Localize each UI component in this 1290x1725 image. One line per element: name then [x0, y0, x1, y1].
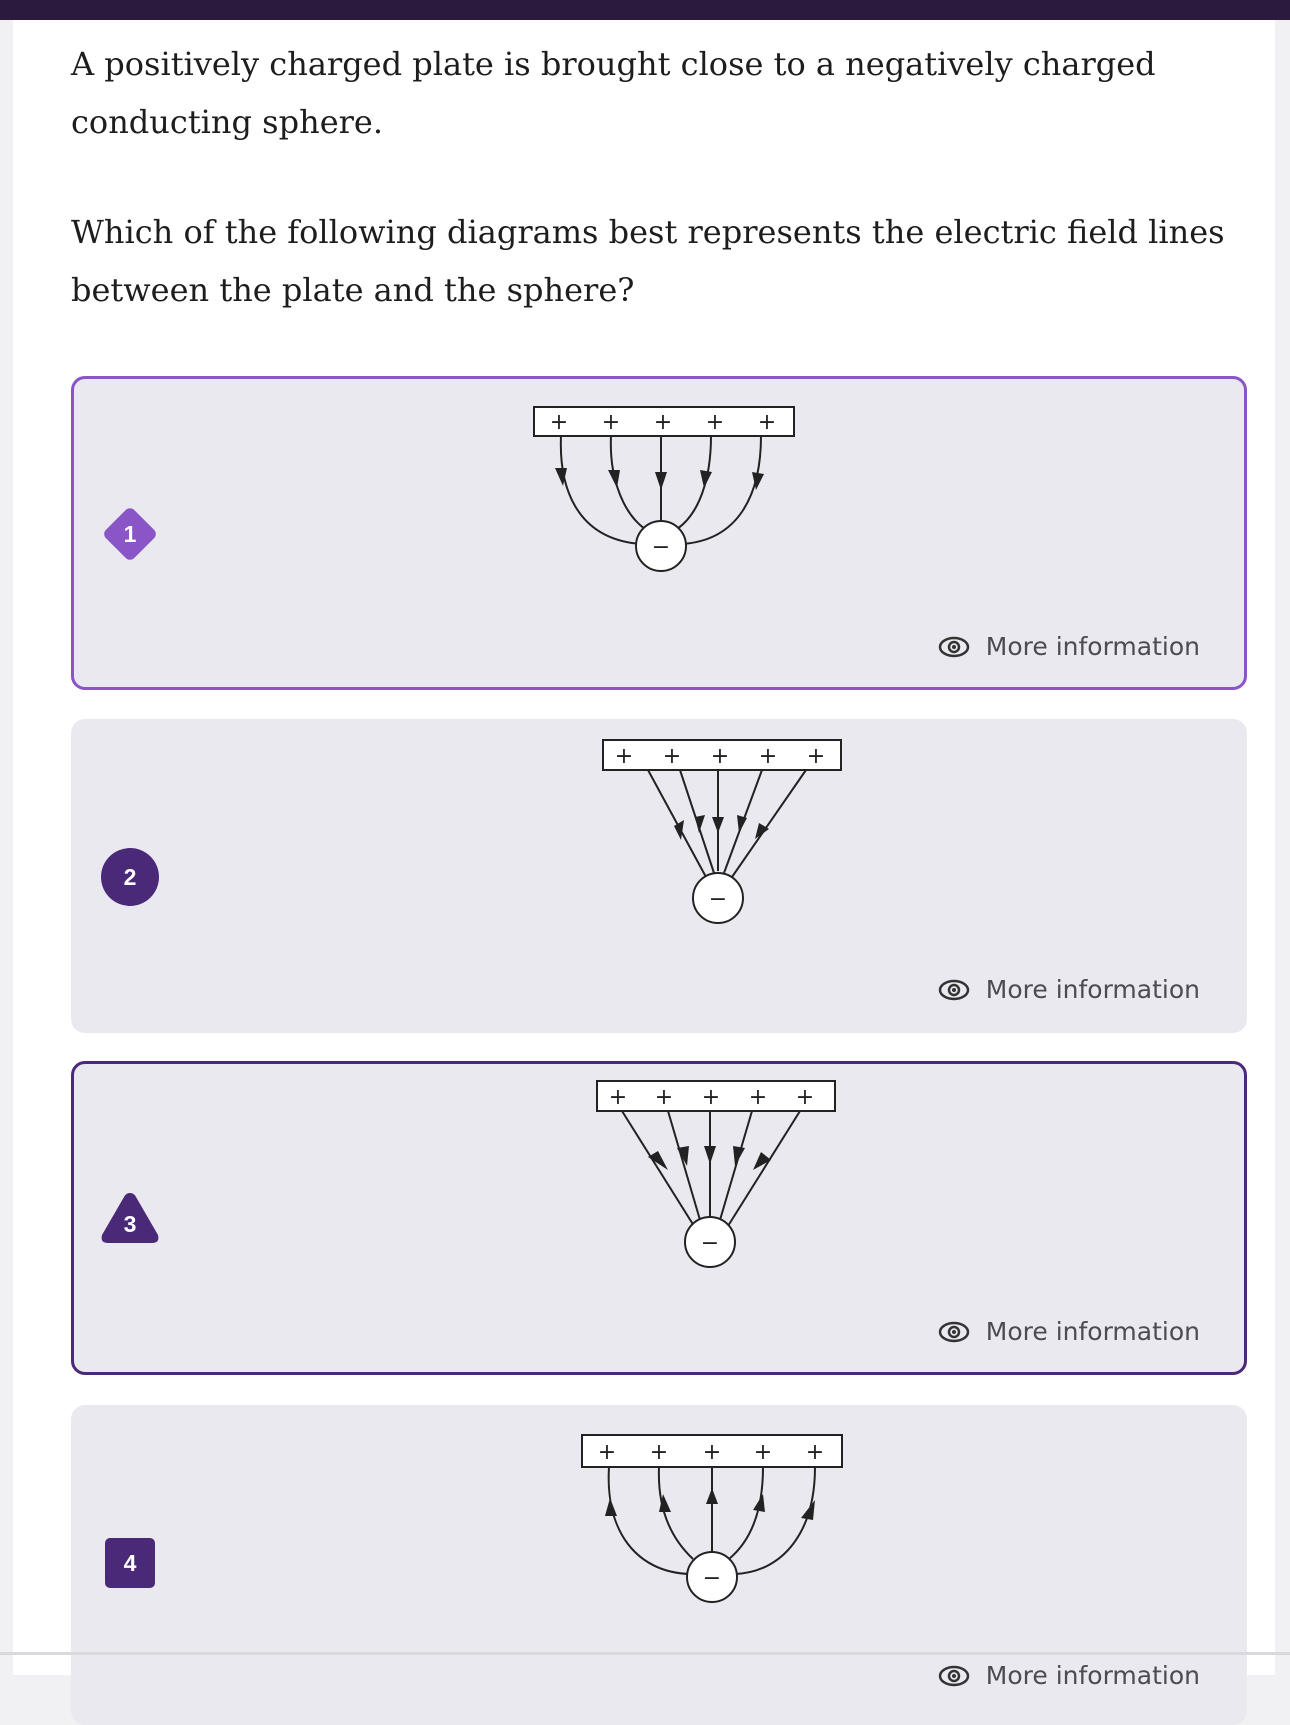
plus-sign: + — [653, 410, 673, 435]
diamond-icon — [96, 500, 164, 568]
eye-icon — [938, 1320, 970, 1344]
minus-sign: − — [651, 535, 671, 560]
plus-sign: + — [701, 1085, 721, 1110]
option-number: 1 — [123, 520, 137, 547]
more-information-label: More information — [985, 1317, 1200, 1346]
question-statement: A positively charged plate is brought close to a negatively charged conducting sphere. — [71, 45, 1156, 141]
field-diagram-2 — [598, 737, 848, 932]
plus-sign: + — [806, 744, 826, 769]
square-icon — [96, 1529, 164, 1597]
plus-sign: + — [649, 1440, 669, 1465]
plus-sign: + — [805, 1440, 825, 1465]
answer-option-4[interactable] — [71, 1405, 1247, 1725]
field-diagram-3 — [592, 1078, 842, 1273]
plus-sign: + — [758, 744, 778, 769]
plus-sign: + — [601, 410, 621, 435]
answer-option-2[interactable] — [71, 719, 1247, 1033]
plus-sign: + — [702, 1440, 722, 1465]
plus-sign: + — [662, 744, 682, 769]
minus-sign: − — [708, 887, 728, 912]
question-prompt: Which of the following diagrams best represents the electric field lines between the plate and the sphere? — [71, 213, 1225, 309]
plus-sign: + — [549, 410, 569, 435]
plus-sign: + — [654, 1085, 674, 1110]
triangle-icon — [96, 1185, 164, 1253]
answer-option-3[interactable] — [71, 1061, 1247, 1375]
minus-sign: − — [702, 1566, 722, 1591]
minus-sign: − — [700, 1231, 720, 1256]
more-information-button[interactable] — [938, 975, 1200, 1004]
divider — [0, 1652, 1290, 1655]
field-diagram-4 — [577, 1432, 847, 1612]
question-page — [13, 20, 1275, 1690]
plus-sign: + — [795, 1085, 815, 1110]
plus-sign: + — [710, 744, 730, 769]
plus-sign: + — [753, 1440, 773, 1465]
more-information-button[interactable] — [938, 1661, 1200, 1690]
more-information-button[interactable] — [938, 1317, 1200, 1346]
eye-icon — [938, 1664, 970, 1688]
plus-sign: + — [748, 1085, 768, 1110]
more-information-label: More information — [985, 975, 1200, 1004]
more-information-button[interactable] — [938, 632, 1200, 661]
top-bar — [0, 0, 1290, 20]
plus-sign: + — [597, 1440, 617, 1465]
option-number: 2 — [123, 863, 137, 890]
circle-icon — [96, 843, 164, 911]
option-number: 4 — [123, 1549, 137, 1576]
eye-icon — [938, 978, 970, 1002]
more-information-label: More information — [985, 1661, 1200, 1690]
field-diagram-1 — [529, 404, 809, 574]
answer-option-1[interactable] — [71, 376, 1247, 690]
option-number: 3 — [123, 1210, 137, 1237]
plus-sign: + — [705, 410, 725, 435]
plus-sign: + — [757, 410, 777, 435]
plus-sign: + — [614, 744, 634, 769]
more-information-label: More information — [985, 632, 1200, 661]
eye-icon — [938, 635, 970, 659]
plus-sign: + — [608, 1085, 628, 1110]
